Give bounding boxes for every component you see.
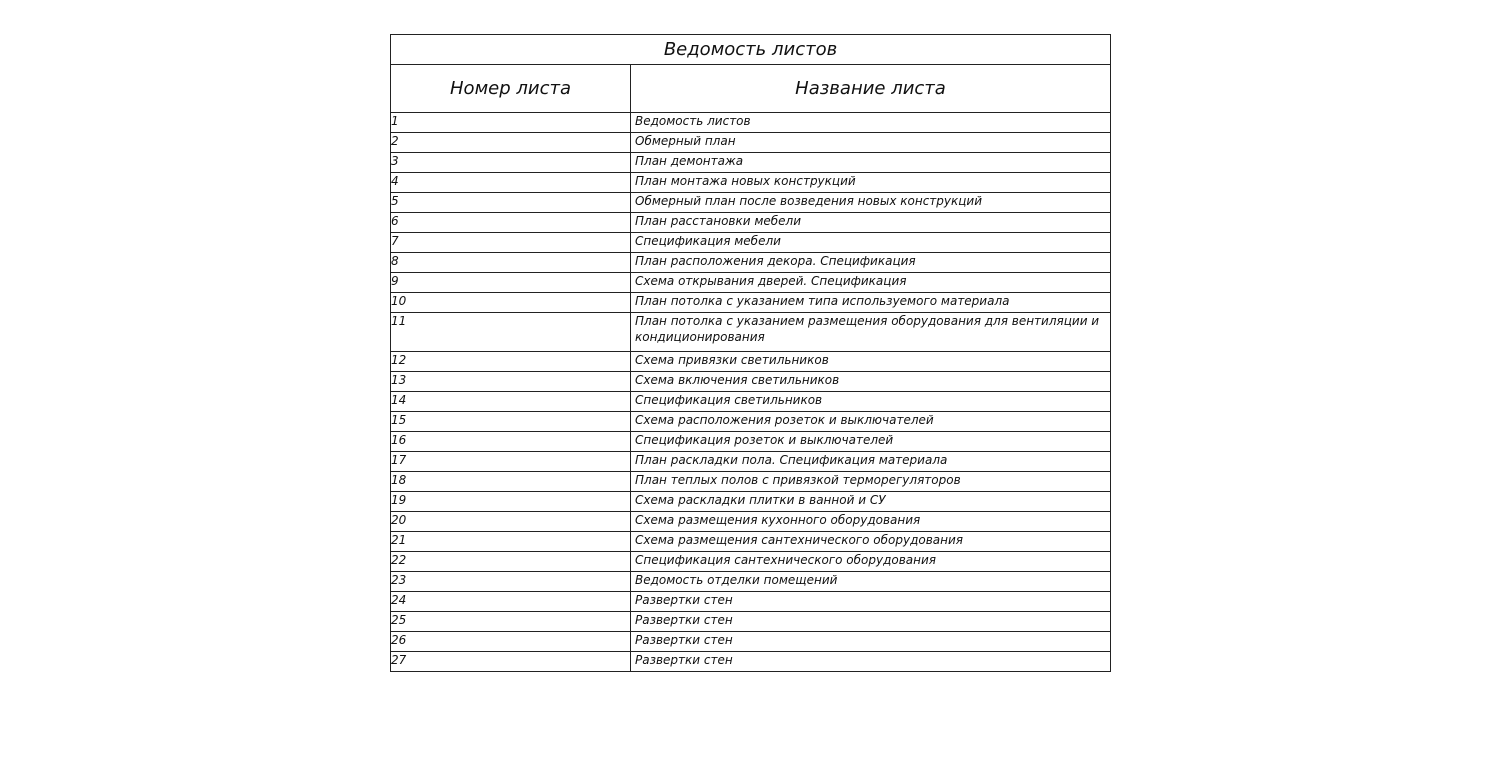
sheet-number: 8 [391, 253, 631, 273]
sheet-number: 26 [391, 632, 631, 652]
sheet-name: План теплых полов с привязкой терморегуляторов [631, 472, 1111, 492]
sheet-number: 3 [391, 153, 631, 173]
sheet-number: 5 [391, 193, 631, 213]
sheet-number: 14 [391, 392, 631, 412]
sheet-number: 23 [391, 572, 631, 592]
table-row [391, 173, 1111, 193]
table-row [391, 273, 1111, 293]
sheet-number: 19 [391, 492, 631, 512]
column-header-name: Название листа [631, 65, 1111, 113]
sheet-number: 2 [391, 133, 631, 153]
sheet-number: 20 [391, 512, 631, 532]
sheet-name: Схема открывания дверей. Спецификация [631, 273, 1111, 293]
sheet-number: 24 [391, 592, 631, 612]
sheet-number: 9 [391, 273, 631, 293]
sheet-name: Ведомость листов [631, 113, 1111, 133]
sheet-number: 4 [391, 173, 631, 193]
sheet-name: Спецификация розеток и выключателей [631, 432, 1111, 452]
sheet-name: Спецификация светильников [631, 392, 1111, 412]
sheet-name: Спецификация сантехнического оборудования [631, 552, 1111, 572]
sheet-name: Схема размещения сантехнического оборудования [631, 532, 1111, 552]
sheet-number: 13 [391, 372, 631, 392]
sheet-name: Схема привязки светильников [631, 352, 1111, 372]
sheet-name: Развертки стен [631, 652, 1111, 672]
sheet-register [390, 34, 1110, 672]
table-row [391, 233, 1111, 253]
sheet-name: План раскладки пола. Спецификация материала [631, 452, 1111, 472]
table-row [391, 632, 1111, 652]
sheet-number: 21 [391, 532, 631, 552]
table-row [391, 293, 1111, 313]
sheet-name: План расстановки мебели [631, 213, 1111, 233]
table-row [391, 352, 1111, 372]
sheet-name: Развертки стен [631, 592, 1111, 612]
sheet-name: Схема расположения розеток и выключателей [631, 412, 1111, 432]
sheet-name: Развертки стен [631, 632, 1111, 652]
table-row [391, 532, 1111, 552]
table-row [391, 552, 1111, 572]
sheet-number: 17 [391, 452, 631, 472]
table-row [391, 592, 1111, 612]
table-row [391, 153, 1111, 173]
sheet-number: 25 [391, 612, 631, 632]
sheet-name: Схема размещения кухонного оборудования [631, 512, 1111, 532]
table-row [391, 612, 1111, 632]
sheet-register-table [390, 34, 1111, 672]
table-row [391, 133, 1111, 153]
table-row [391, 213, 1111, 233]
sheet-name: Развертки стен [631, 612, 1111, 632]
table-row [391, 113, 1111, 133]
sheet-number: 18 [391, 472, 631, 492]
sheet-name: Обмерный план после возведения новых конструкций [631, 193, 1111, 213]
sheet-number: 16 [391, 432, 631, 452]
table-row [391, 412, 1111, 432]
table-row [391, 432, 1111, 452]
table-row [391, 392, 1111, 412]
column-header-number: Номер листа [391, 65, 631, 113]
sheet-number: 1 [391, 113, 631, 133]
table-row [391, 253, 1111, 273]
sheet-name: Схема раскладки плитки в ванной и СУ [631, 492, 1111, 512]
table-title: Ведомость листов [391, 35, 1111, 65]
sheet-number: 15 [391, 412, 631, 432]
sheet-number: 27 [391, 652, 631, 672]
table-row [391, 472, 1111, 492]
table-row [391, 652, 1111, 672]
table-row [391, 313, 1111, 352]
sheet-name: План монтажа новых конструкций [631, 173, 1111, 193]
table-row [391, 193, 1111, 213]
sheet-name: Схема включения светильников [631, 372, 1111, 392]
sheet-name: План потолка с указанием размещения оборудования для вентиляции и кондиционирования [631, 313, 1111, 352]
table-body [391, 113, 1111, 672]
sheet-number: 12 [391, 352, 631, 372]
sheet-number: 7 [391, 233, 631, 253]
sheet-number: 10 [391, 293, 631, 313]
sheet-number: 6 [391, 213, 631, 233]
sheet-number: 11 [391, 313, 631, 352]
table-row [391, 492, 1111, 512]
sheet-name: Спецификация мебели [631, 233, 1111, 253]
sheet-name: План потолка с указанием типа используемого материала [631, 293, 1111, 313]
table-row [391, 572, 1111, 592]
table-row [391, 372, 1111, 392]
table-row [391, 512, 1111, 532]
sheet-name: План расположения декора. Спецификация [631, 253, 1111, 273]
sheet-name: Обмерный план [631, 133, 1111, 153]
sheet-name: Ведомость отделки помещений [631, 572, 1111, 592]
table-row [391, 452, 1111, 472]
sheet-number: 22 [391, 552, 631, 572]
sheet-name: План демонтажа [631, 153, 1111, 173]
